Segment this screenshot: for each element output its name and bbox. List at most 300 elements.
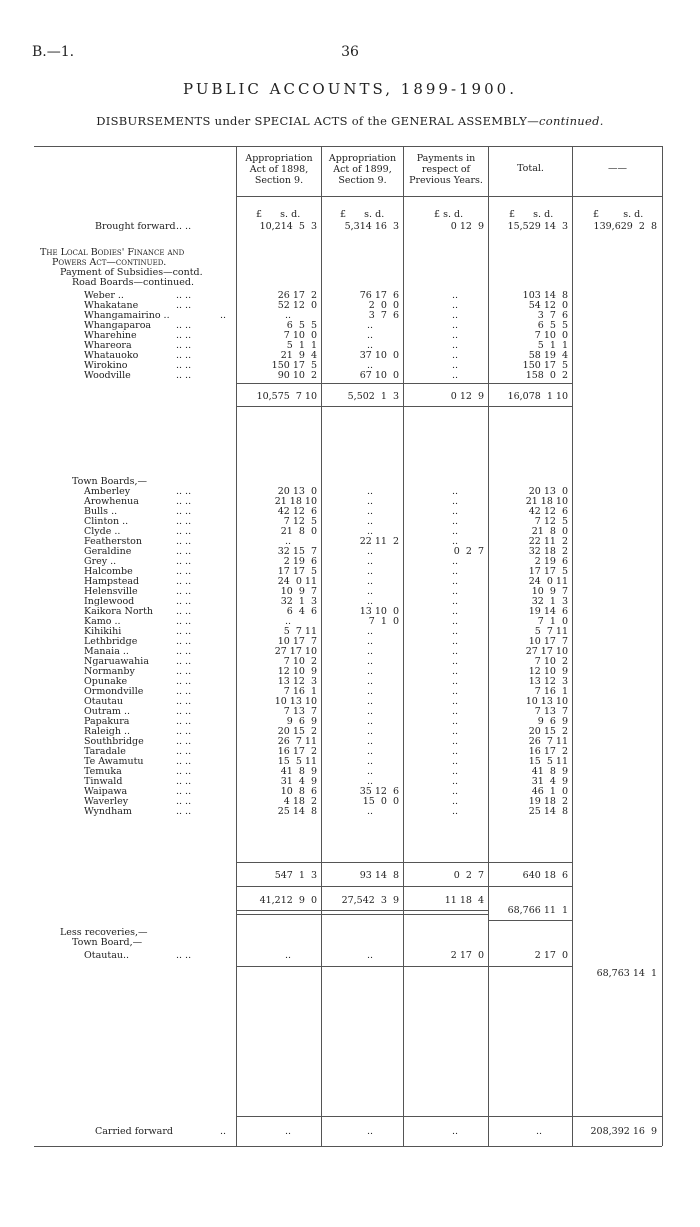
leader-dots: .. .. bbox=[176, 746, 192, 757]
amount-cell: 15 5 11 bbox=[277, 756, 317, 767]
amount-cell: 37 10 0 bbox=[359, 350, 399, 361]
leader-dots: .. .. bbox=[176, 706, 192, 717]
amount-cell: .. bbox=[451, 626, 458, 637]
table-row bbox=[0, 222, 700, 232]
leader-dots: .. .. bbox=[176, 786, 192, 797]
amount-cell: 4 18 2 bbox=[283, 796, 317, 807]
amount-cell: 2 17 0 bbox=[450, 950, 484, 961]
amount-cell: 15 0 0 bbox=[362, 796, 399, 807]
shilling-unit: s. bbox=[443, 209, 451, 220]
pence-unit: d. bbox=[375, 209, 385, 220]
amount-cell: 7 12 5 bbox=[283, 516, 317, 527]
amount-cell: .. bbox=[451, 766, 458, 777]
amount-cell: .. bbox=[366, 360, 373, 371]
amount-cell: 26 17 2 bbox=[277, 290, 317, 301]
row-label: Wharehine bbox=[84, 330, 137, 341]
amount-cell: .. bbox=[366, 776, 373, 787]
amount-cell: 5 7 11 bbox=[283, 626, 317, 637]
row-label: Inglewood bbox=[84, 596, 135, 607]
amount-cell: .. bbox=[451, 576, 458, 587]
leader-dots: .. .. bbox=[176, 360, 192, 371]
amount-cell: .. bbox=[284, 950, 291, 961]
amount-cell: 103 14 8 bbox=[522, 290, 568, 301]
amount-cell: 15 5 11 bbox=[528, 756, 568, 767]
amount-cell: .. bbox=[451, 726, 458, 737]
row-label: Brought forward bbox=[95, 221, 176, 232]
amount-cell: .. bbox=[451, 370, 458, 381]
table-row bbox=[0, 938, 700, 948]
row-label: Tinwald bbox=[84, 776, 123, 787]
amount-cell: .. bbox=[451, 516, 458, 527]
row-label: Raleigh .. bbox=[84, 726, 130, 737]
amount-cell: .. bbox=[451, 666, 458, 677]
amount-cell: 21 18 10 bbox=[525, 496, 568, 507]
row-label: Temuka bbox=[84, 766, 122, 777]
amount-cell: 31 4 9 bbox=[280, 776, 317, 787]
amount-cell: 27,542 3 9 bbox=[341, 895, 399, 906]
amount-cell: 21 8 0 bbox=[531, 526, 568, 537]
amount-cell: 16 17 2 bbox=[528, 746, 568, 757]
leader-dots: .. .. bbox=[176, 596, 192, 607]
amount-cell: 7 10 0 bbox=[283, 330, 317, 341]
amount-cell: 208,392 16 9 bbox=[590, 1126, 657, 1137]
leader-dots: .. bbox=[220, 310, 227, 321]
leader-dots: .. .. bbox=[176, 636, 192, 647]
row-label: Ngaruawahia bbox=[84, 656, 149, 667]
leader-dots: .. .. bbox=[176, 950, 192, 961]
column-header-previous-years: Payments in respect of Previous Years. bbox=[409, 153, 483, 186]
amount-cell: 26 7 11 bbox=[277, 736, 317, 747]
leader-dots: .. .. bbox=[176, 556, 192, 567]
amount-cell: 19 14 6 bbox=[528, 606, 568, 617]
amount-cell: 5,314 16 3 bbox=[344, 221, 399, 232]
amount-cell: 25 14 8 bbox=[277, 806, 317, 817]
amount-cell: .. bbox=[366, 746, 373, 757]
amount-cell: .. bbox=[366, 656, 373, 667]
amount-cell: .. bbox=[366, 526, 373, 537]
leader-dots: .. .. bbox=[176, 726, 192, 737]
row-label: Wyndham bbox=[84, 806, 132, 817]
amount-cell: .. bbox=[366, 706, 373, 717]
amount-cell: .. bbox=[366, 586, 373, 597]
row-label: Whangaparoa bbox=[84, 320, 152, 331]
amount-cell: .. bbox=[451, 340, 458, 351]
amount-cell: .. bbox=[451, 646, 458, 657]
amount-cell: 21 8 0 bbox=[280, 526, 317, 537]
amount-cell: 6 4 6 bbox=[286, 606, 317, 617]
row-label: Kaikora North bbox=[84, 606, 154, 617]
row-label: Grey .. bbox=[84, 556, 117, 567]
amount-cell: 20 15 2 bbox=[277, 726, 317, 737]
amount-cell: 150 17 5 bbox=[522, 360, 568, 371]
leader-dots: .. .. bbox=[176, 526, 192, 537]
amount-cell: 17 17 5 bbox=[277, 566, 317, 577]
row-label: Weber .. bbox=[84, 290, 124, 301]
amount-cell: 54 12 0 bbox=[528, 300, 568, 311]
amount-cell: 5 1 1 bbox=[537, 340, 568, 351]
amount-cell: 52 12 0 bbox=[277, 300, 317, 311]
amount-cell: 2 19 6 bbox=[283, 556, 317, 567]
amount-cell: .. bbox=[366, 546, 373, 557]
amount-cell: 6 5 5 bbox=[537, 320, 568, 331]
amount-cell: .. bbox=[366, 1126, 373, 1137]
row-label: Normanby bbox=[84, 666, 135, 677]
amount-cell: 22 11 2 bbox=[528, 536, 568, 547]
amount-cell: 10 13 10 bbox=[274, 696, 317, 707]
row-label: Less recoveries,— bbox=[60, 927, 148, 938]
amount-cell: 68,766 11 1 bbox=[507, 905, 568, 916]
row-label: Amberley bbox=[84, 486, 131, 497]
amount-cell: 10 17 7 bbox=[528, 636, 568, 647]
leader-dots: .. .. bbox=[176, 290, 192, 301]
leader-dots: .. .. bbox=[176, 576, 192, 587]
amount-cell: .. bbox=[451, 536, 458, 547]
row-label: Manaia .. bbox=[84, 646, 129, 657]
row-label: Southbridge bbox=[84, 736, 144, 747]
amount-cell: 2 19 6 bbox=[534, 556, 568, 567]
amount-cell: 13 12 3 bbox=[277, 676, 317, 687]
amount-cell: .. bbox=[366, 766, 373, 777]
amount-cell: 93 14 8 bbox=[359, 870, 399, 881]
amount-cell: .. bbox=[451, 506, 458, 517]
row-label: Otautau.. bbox=[84, 950, 130, 961]
amount-cell: 32 18 2 bbox=[528, 546, 568, 557]
amount-cell: 27 17 10 bbox=[274, 646, 317, 657]
amount-cell: .. bbox=[451, 496, 458, 507]
leader-dots: .. .. bbox=[176, 606, 192, 617]
row-label: Powers Act—continued. bbox=[52, 257, 167, 268]
leader-dots: .. .. bbox=[176, 736, 192, 747]
amount-cell: 10,214 5 3 bbox=[259, 221, 317, 232]
amount-cell: .. bbox=[366, 516, 373, 527]
amount-cell: .. bbox=[366, 736, 373, 747]
amount-cell: .. bbox=[366, 340, 373, 351]
amount-cell: .. bbox=[366, 696, 373, 707]
amount-cell: 10 8 6 bbox=[280, 786, 317, 797]
row-label: Ormondville bbox=[84, 686, 144, 697]
amount-cell: .. bbox=[451, 636, 458, 647]
amount-cell: 32 1 3 bbox=[280, 596, 317, 607]
amount-cell: 0 2 7 bbox=[453, 546, 484, 557]
amount-cell: .. bbox=[451, 686, 458, 697]
amount-cell: 25 14 8 bbox=[528, 806, 568, 817]
row-label: Helensville bbox=[84, 586, 138, 597]
amount-cell: 12 10 9 bbox=[277, 666, 317, 677]
amount-cell: .. bbox=[366, 626, 373, 637]
row-label: Otautau bbox=[84, 696, 123, 707]
row-label: Payment of Subsidies—contd. bbox=[60, 267, 203, 278]
amount-cell: .. bbox=[366, 716, 373, 727]
amount-cell: .. bbox=[451, 756, 458, 767]
amount-cell: .. bbox=[451, 320, 458, 331]
pound-unit: £ bbox=[434, 209, 441, 220]
amount-cell: 7 1 0 bbox=[537, 616, 568, 627]
amount-cell: .. bbox=[366, 726, 373, 737]
row-label: Hampstead bbox=[84, 576, 140, 587]
row-label: Clyde .. bbox=[84, 526, 121, 537]
leader-dots: .. .. bbox=[176, 806, 192, 817]
row-label: Carried forward bbox=[95, 1126, 173, 1137]
amount-cell: 35 12 6 bbox=[359, 786, 399, 797]
amount-cell: .. bbox=[366, 950, 373, 961]
amount-cell: .. bbox=[451, 676, 458, 687]
amount-cell: 10 17 7 bbox=[277, 636, 317, 647]
amount-cell: .. bbox=[366, 486, 373, 497]
amount-cell: .. bbox=[451, 300, 458, 311]
amount-cell: .. bbox=[366, 320, 373, 331]
amount-cell: 20 13 0 bbox=[528, 486, 568, 497]
row-label: Town Boards,— bbox=[72, 476, 147, 487]
amount-cell: .. bbox=[451, 796, 458, 807]
amount-cell: 12 10 9 bbox=[528, 666, 568, 677]
table-row bbox=[0, 951, 700, 961]
amount-cell: 9 6 9 bbox=[537, 716, 568, 727]
pound-unit: £ bbox=[593, 209, 600, 220]
amount-cell: .. bbox=[366, 556, 373, 567]
amount-cell: 3 7 6 bbox=[368, 310, 399, 321]
row-label: Whareora bbox=[84, 340, 132, 351]
amount-cell: 27 17 10 bbox=[525, 646, 568, 657]
row-label: The Local Bodies' Finance and bbox=[40, 247, 185, 258]
amount-cell: .. bbox=[366, 646, 373, 657]
amount-cell: .. bbox=[366, 506, 373, 517]
table-row bbox=[0, 906, 700, 916]
amount-cell: .. bbox=[284, 310, 291, 321]
amount-cell: .. bbox=[451, 696, 458, 707]
amount-cell: .. bbox=[451, 360, 458, 371]
leader-dots: .. .. bbox=[176, 756, 192, 767]
row-label: Road Boards—continued. bbox=[72, 277, 194, 288]
row-label: Waipawa bbox=[84, 786, 128, 797]
amount-cell: 26 7 11 bbox=[528, 736, 568, 747]
amount-cell: 5 1 1 bbox=[286, 340, 317, 351]
amount-cell: 42 12 6 bbox=[277, 506, 317, 517]
amount-cell: .. bbox=[451, 330, 458, 341]
amount-cell: 19 18 2 bbox=[528, 796, 568, 807]
amount-cell: 640 18 6 bbox=[522, 870, 568, 881]
amount-cell: 24 0 11 bbox=[277, 576, 317, 587]
row-label: Opunake bbox=[84, 676, 128, 687]
leader-dots: .. bbox=[220, 1126, 227, 1137]
subtitle-main: DISBURSEMENTS under SPECIAL ACTS of the GENERAL ASSEMBLY— bbox=[96, 114, 539, 128]
amount-cell: .. bbox=[451, 746, 458, 757]
amount-cell: .. bbox=[451, 586, 458, 597]
shilling-unit: s. bbox=[623, 209, 632, 220]
pence-unit: d. bbox=[454, 209, 464, 220]
amount-cell: 15,529 14 3 bbox=[507, 221, 568, 232]
row-label: Whakatane bbox=[84, 300, 139, 311]
amount-cell: 5 7 11 bbox=[534, 626, 568, 637]
row-label: Waverley bbox=[84, 796, 129, 807]
amount-cell: 10,575 7 10 bbox=[256, 391, 317, 402]
amount-cell: .. bbox=[284, 1126, 291, 1137]
amount-cell: .. bbox=[451, 350, 458, 361]
table-row bbox=[0, 371, 700, 381]
amount-cell: 3 7 6 bbox=[537, 310, 568, 321]
amount-cell: .. bbox=[366, 676, 373, 687]
pound-unit: £ bbox=[509, 209, 516, 220]
leader-dots: .. .. bbox=[176, 586, 192, 597]
row-label: Bulls .. bbox=[84, 506, 118, 517]
amount-cell: 20 15 2 bbox=[528, 726, 568, 737]
leader-dots: .. .. bbox=[176, 646, 192, 657]
leader-dots: .. .. bbox=[176, 300, 192, 311]
amount-cell: 24 0 11 bbox=[528, 576, 568, 587]
amount-cell: .. bbox=[451, 736, 458, 747]
column-header-blank: —— bbox=[608, 163, 627, 174]
amount-cell: 32 15 7 bbox=[277, 546, 317, 557]
amount-cell: .. bbox=[451, 526, 458, 537]
amount-cell: .. bbox=[366, 566, 373, 577]
row-label: Whangamairino .. bbox=[84, 310, 170, 321]
shilling-unit: s. bbox=[533, 209, 542, 220]
amount-cell: .. bbox=[451, 776, 458, 787]
leader-dots: .. .. bbox=[176, 536, 192, 547]
row-label: Taradale bbox=[84, 746, 126, 757]
leader-dots: .. .. bbox=[176, 616, 192, 627]
amount-cell: 46 1 0 bbox=[531, 786, 568, 797]
amount-cell: .. bbox=[284, 616, 291, 627]
amount-cell: .. bbox=[366, 666, 373, 677]
amount-cell: 22 11 2 bbox=[359, 536, 399, 547]
row-label: Te Awamutu bbox=[84, 756, 144, 767]
amount-cell: .. bbox=[366, 330, 373, 341]
amount-cell: .. bbox=[451, 786, 458, 797]
row-label: Kihikihi bbox=[84, 626, 122, 637]
amount-cell: 17 17 5 bbox=[528, 566, 568, 577]
amount-cell: 7 16 1 bbox=[534, 686, 568, 697]
leader-dots: .. .. bbox=[176, 666, 192, 677]
leader-dots: .. .. bbox=[176, 686, 192, 697]
amount-cell: 13 10 0 bbox=[359, 606, 399, 617]
table-row bbox=[0, 969, 700, 979]
amount-cell: .. bbox=[451, 616, 458, 627]
amount-cell: 68,763 14 1 bbox=[596, 968, 657, 979]
amount-cell: 42 12 6 bbox=[528, 506, 568, 517]
amount-cell: 7 10 2 bbox=[534, 656, 568, 667]
amount-cell: 41 8 9 bbox=[531, 766, 568, 777]
row-label: Woodville bbox=[84, 370, 131, 381]
amount-cell: 0 2 7 bbox=[453, 870, 484, 881]
amount-cell: 547 1 3 bbox=[274, 870, 317, 881]
amount-cell: 13 12 3 bbox=[528, 676, 568, 687]
leader-dots: .. .. bbox=[176, 766, 192, 777]
page-ref: B.—1. bbox=[32, 44, 75, 60]
row-label: Town Board,— bbox=[72, 937, 143, 948]
amount-cell: 41 8 9 bbox=[280, 766, 317, 777]
amount-cell: .. bbox=[451, 310, 458, 321]
amount-cell: .. bbox=[366, 496, 373, 507]
amount-cell: .. bbox=[366, 576, 373, 587]
row-label: Geraldine bbox=[84, 546, 132, 557]
amount-cell: 21 18 10 bbox=[274, 496, 317, 507]
subtitle-continued: continued. bbox=[539, 114, 604, 128]
amount-cell: .. bbox=[451, 716, 458, 727]
row-label: Wirokino bbox=[84, 360, 128, 371]
amount-cell: 31 4 9 bbox=[531, 776, 568, 787]
amount-cell: 21 9 4 bbox=[280, 350, 317, 361]
amount-cell: .. bbox=[366, 596, 373, 607]
leader-dots: .. .. bbox=[176, 330, 192, 341]
pence-unit: d. bbox=[634, 209, 644, 220]
amount-cell: 32 1 3 bbox=[531, 596, 568, 607]
amount-cell: 41,212 9 0 bbox=[259, 895, 317, 906]
amount-cell: 7 12 5 bbox=[534, 516, 568, 527]
leader-dots: .. .. bbox=[176, 626, 192, 637]
amount-cell: .. bbox=[451, 656, 458, 667]
amount-cell: .. bbox=[535, 1126, 542, 1137]
amount-cell: 7 13 7 bbox=[534, 706, 568, 717]
leader-dots: .. .. bbox=[176, 506, 192, 517]
row-label: Arowhenua bbox=[84, 496, 139, 507]
amount-cell: 16 17 2 bbox=[277, 746, 317, 757]
amount-cell: 158 0 2 bbox=[525, 370, 568, 381]
shilling-unit: s. bbox=[280, 209, 289, 220]
leader-dots: .. .. bbox=[176, 716, 192, 727]
table-row bbox=[0, 1127, 700, 1137]
amount-cell: .. bbox=[451, 596, 458, 607]
amount-cell: 10 9 7 bbox=[531, 586, 568, 597]
page-title: PUBLIC ACCOUNTS, 1899-1900. bbox=[183, 80, 517, 98]
row-label: Halcombe bbox=[84, 566, 133, 577]
amount-cell: 5,502 1 3 bbox=[347, 391, 399, 402]
leader-dots: .. .. bbox=[176, 656, 192, 667]
leader-dots: .. .. bbox=[176, 566, 192, 577]
row-label: Lethbridge bbox=[84, 636, 138, 647]
amount-cell: 6 5 5 bbox=[286, 320, 317, 331]
leader-dots: .. .. bbox=[176, 496, 192, 507]
leader-dots: .. .. bbox=[176, 676, 192, 687]
row-label: Kamo .. bbox=[84, 616, 121, 627]
leader-dots: .. .. bbox=[176, 340, 192, 351]
column-header-total: Total. bbox=[517, 163, 544, 174]
amount-cell: .. bbox=[366, 636, 373, 647]
amount-cell: 9 6 9 bbox=[286, 716, 317, 727]
amount-cell: 2 0 0 bbox=[368, 300, 399, 311]
amount-cell: .. bbox=[284, 536, 291, 547]
leader-dots: .. .. bbox=[176, 320, 192, 331]
amount-cell: 7 16 1 bbox=[283, 686, 317, 697]
leader-dots: .. .. bbox=[176, 350, 192, 361]
amount-cell: .. bbox=[366, 756, 373, 767]
amount-cell: .. bbox=[451, 606, 458, 617]
pound-unit: £ bbox=[256, 209, 263, 220]
pence-unit: d. bbox=[291, 209, 301, 220]
row-label: Outram .. bbox=[84, 706, 130, 717]
table-row bbox=[0, 871, 700, 881]
row-label: Featherston bbox=[84, 536, 142, 547]
amount-cell: 16,078 1 10 bbox=[507, 391, 568, 402]
amount-cell: 0 12 9 bbox=[450, 221, 484, 232]
leader-dots: .. .. bbox=[176, 370, 192, 381]
amount-cell: 10 9 7 bbox=[280, 586, 317, 597]
row-label: Whatauoko bbox=[84, 350, 139, 361]
leader-dots: .. .. bbox=[176, 221, 192, 232]
amount-cell: 10 13 10 bbox=[525, 696, 568, 707]
amount-cell: 139,629 2 8 bbox=[593, 221, 657, 232]
amount-cell: 0 12 9 bbox=[450, 391, 484, 402]
table-row bbox=[0, 278, 700, 288]
pence-unit: d. bbox=[544, 209, 554, 220]
leader-dots: .. .. bbox=[176, 546, 192, 557]
amount-cell: .. bbox=[451, 806, 458, 817]
table-row bbox=[0, 807, 700, 817]
pound-unit: £ bbox=[340, 209, 347, 220]
column-header-approp-1898: Appropriation Act of 1898, Section 9. bbox=[245, 153, 313, 186]
leader-dots: .. .. bbox=[176, 776, 192, 787]
amount-cell: 2 17 0 bbox=[534, 950, 568, 961]
leader-dots: .. .. bbox=[176, 796, 192, 807]
